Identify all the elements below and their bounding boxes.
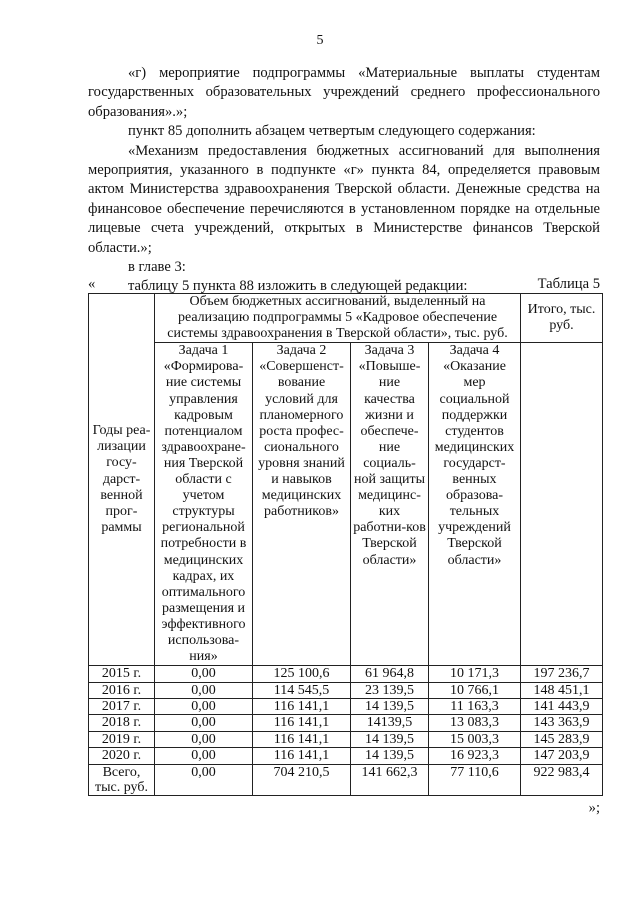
cell-total: 197 236,7 bbox=[521, 666, 603, 682]
budget-table bbox=[88, 293, 603, 796]
cell-t4: 10 171,3 bbox=[429, 666, 521, 682]
cell-t4: 77 110,6 bbox=[429, 764, 521, 796]
task-3-header: Задача 3 «Повыше-ние качества жизни и обеспече-ние социаль-ной защиты медицинс-ких работни-ков Тверской области» bbox=[351, 343, 429, 666]
table-row bbox=[89, 731, 603, 747]
cell-t2: 125 100,6 bbox=[253, 666, 351, 682]
group-header: Объем бюджетных ассигнований, выделенный на реализацию подпрограммы 5 «Кадровое обеспечение системы здравоохранения в Тверской области», тыс. руб. bbox=[155, 294, 521, 343]
cell-t1: 0,00 bbox=[155, 764, 253, 796]
table-row bbox=[89, 682, 603, 698]
cell-year: 2016 г. bbox=[89, 682, 155, 698]
table-row bbox=[89, 715, 603, 731]
cell-year: 2015 г. bbox=[89, 666, 155, 682]
cell-t2: 116 141,1 bbox=[253, 715, 351, 731]
cell-total: 148 451,1 bbox=[521, 682, 603, 698]
cell-t3: 141 662,3 bbox=[351, 764, 429, 796]
cell-t2: 116 141,1 bbox=[253, 748, 351, 764]
cell-total: 147 203,9 bbox=[521, 748, 603, 764]
cell-year: 2017 г. bbox=[89, 698, 155, 714]
cell-t1: 0,00 bbox=[155, 666, 253, 682]
cell-t4: 16 923,3 bbox=[429, 748, 521, 764]
table-caption bbox=[88, 274, 600, 294]
table-label: Таблица 5 bbox=[537, 276, 600, 292]
paragraph: «г) мероприятие подпрограммы «Материальные выплаты студентам государственных образовательных учреждений среднего профессионального образования».»; bbox=[88, 65, 600, 120]
paragraph: «Механизм предоставления бюджетных ассигнований для выполнения мероприятия, указанного в подпункте «г» пункта 84, определяется правовым актом Министерства здравоохранения Тверской области. Денежные средства на финансовое обеспечение перечисляются в установленном порядке на отдельные лицевые счета учреждений, открытых в Министерстве финансов Тверской области.»; bbox=[88, 142, 600, 256]
cell-total: 141 443,9 bbox=[521, 698, 603, 714]
cell-total: 922 983,4 bbox=[521, 764, 603, 796]
cell-t2: 116 141,1 bbox=[253, 698, 351, 714]
cell-t2: 704 210,5 bbox=[253, 764, 351, 796]
cell-t1: 0,00 bbox=[155, 698, 253, 714]
cell-t3: 14 139,5 bbox=[351, 748, 429, 764]
total-header: Итого, тыс. руб. bbox=[521, 294, 603, 343]
cell-year: Всего, тыс. руб. bbox=[89, 764, 155, 796]
cell-t1: 0,00 bbox=[155, 748, 253, 764]
table-row bbox=[89, 748, 603, 764]
task-1-header: Задача 1 «Формирова-ние системы управления кадровым потенциалом здравоохране-ния Тверской области с учетом структуры региональной потребности в медицинских кадрах, их оптимального размещения и эффективного использова-ния» bbox=[155, 343, 253, 666]
page-number: 5 bbox=[316, 33, 324, 48]
cell-t4: 10 766,1 bbox=[429, 682, 521, 698]
paragraph: таблицу 5 пункта 88 изложить в следующей редакции: bbox=[128, 278, 468, 295]
closing-quote: »; bbox=[588, 800, 600, 816]
cell-t1: 0,00 bbox=[155, 715, 253, 731]
opening-quote: « bbox=[88, 276, 96, 292]
cell-t4: 15 003,3 bbox=[429, 731, 521, 747]
cell-t1: 0,00 bbox=[155, 682, 253, 698]
cell-t3: 14 139,5 bbox=[351, 698, 429, 714]
cell-t4: 13 083,3 bbox=[429, 715, 521, 731]
cell-t2: 116 141,1 bbox=[253, 731, 351, 747]
task-2-header: Задача 2 «Совершенст-вование условий для планомерного роста профес-сионального уровня знаний и навыков медицинских работников» bbox=[253, 343, 351, 666]
cell-t1: 0,00 bbox=[155, 731, 253, 747]
body-text bbox=[88, 64, 600, 297]
paragraph: в главе 3: bbox=[128, 259, 186, 276]
table-row bbox=[89, 764, 603, 796]
cell-total: 145 283,9 bbox=[521, 731, 603, 747]
years-header: Годы реа-лизации госу-дарст-венной прог-раммы bbox=[89, 294, 155, 666]
cell-year: 2019 г. bbox=[89, 731, 155, 747]
cell-t2: 114 545,5 bbox=[253, 682, 351, 698]
task-4-header: Задача 4 «Оказание мер социальной поддержки студентов медицинских государст-венных образова-тельных учреждений Тверской области» bbox=[429, 343, 521, 666]
total-spacer-cell bbox=[521, 343, 603, 666]
cell-t3: 61 964,8 bbox=[351, 666, 429, 682]
paragraph: пункт 85 дополнить абзацем четвертым следующего содержания: bbox=[128, 123, 536, 140]
cell-year: 2020 г. bbox=[89, 748, 155, 764]
cell-t4: 11 163,3 bbox=[429, 698, 521, 714]
cell-t3: 14 139,5 bbox=[351, 731, 429, 747]
table-row bbox=[89, 698, 603, 714]
cell-t3: 14139,5 bbox=[351, 715, 429, 731]
cell-total: 143 363,9 bbox=[521, 715, 603, 731]
cell-t3: 23 139,5 bbox=[351, 682, 429, 698]
table-row bbox=[89, 666, 603, 682]
cell-year: 2018 г. bbox=[89, 715, 155, 731]
